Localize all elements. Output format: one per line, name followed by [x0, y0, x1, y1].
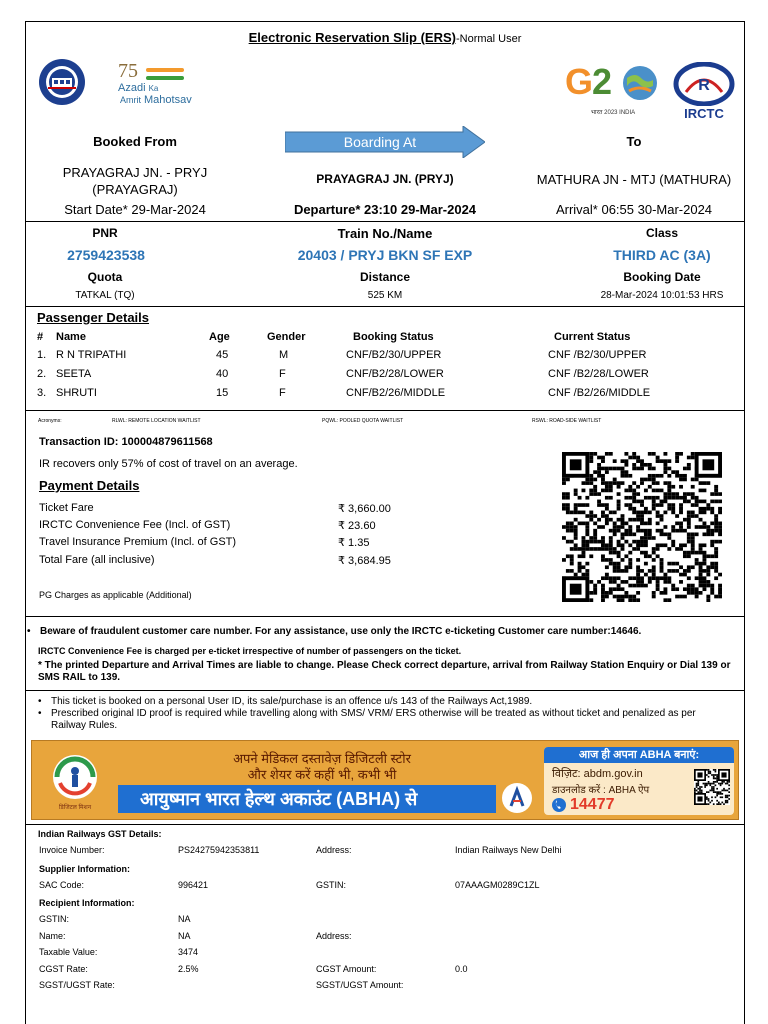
fraud-notice: • Beware of fraudulent customer care number. For any assistance, use only the IRCTC e-ticketing Customer care number:14646.	[25, 626, 741, 637]
from-station: PRAYAGRAJ JN. - PRYJ (PRAYAGRAJ)	[62, 165, 208, 197]
distance-value: 525 KM	[367, 290, 403, 301]
convenience-fee-notice: IRCTC Convenience Fee is charged per e-ticket irrespective of number of passengers on the ticket.	[38, 646, 462, 656]
abha-headline: आयुष्मान भारत हेल्थ अकाउंट (ABHA) से	[118, 785, 496, 813]
digital-mission-emblem-icon	[44, 749, 106, 805]
address-label: Address:	[316, 845, 352, 855]
timing-notice: * The printed Departure and Arrival Times are liable to change. Please Check correct departure, arrival from Railway Station Enquiry or Dial 139 or SMS RAIL to 139.	[38, 660, 731, 683]
start-date: Start Date* 29-Mar-2024	[64, 202, 206, 217]
recipient-gstin-value: NA	[178, 914, 191, 924]
sac-value: 996421	[178, 880, 209, 890]
boarding-at-arrow: Boarding At	[285, 126, 485, 158]
transaction-id: Transaction ID: 100004879611568	[39, 436, 213, 448]
fare-value: ₹ 23.60	[338, 520, 376, 532]
abha-helpline[interactable]: 14477	[570, 796, 615, 813]
fare-value: ₹ 1.35	[338, 537, 370, 549]
g20-logo: G2 भारत 2023 INDIA	[563, 60, 663, 120]
sac-label: SAC Code:	[39, 880, 85, 890]
passenger-table-header: # Name Age Gender Booking Status Current Status	[37, 331, 631, 343]
cgst-rate-label: CGST Rate:	[39, 964, 88, 974]
cgst-amount-label: CGST Amount:	[316, 964, 377, 974]
payment-details-title: Payment Details	[39, 478, 140, 493]
table-row: 1. R N TRIPATHI 45 M CNF/B2/30/UPPER CNF /B2/30/UPPER	[37, 349, 647, 361]
train-label: Train No./Name	[337, 226, 433, 241]
irctc-logo: R IRCTC	[672, 62, 736, 122]
svg-text:R: R	[698, 77, 710, 94]
abha-banner[interactable]	[31, 740, 739, 820]
class-label: Class	[645, 226, 679, 240]
ticket-rules: • This ticket is booked on a personal User ID, its sale/purchase is an offence u/s 143 of the Railways Act,1989. • Prescribed original ID proof is required while travelling along with SMS/ VRM/ ERS otherwise will be treated as without ticket and penalized as per Railway Rules.	[36, 696, 726, 732]
pnr-label: PNR	[92, 226, 118, 240]
abha-tagline: अपने मेडिकल दस्तावेज़ डिजिटली स्टोर और शेयर करें कहीं भी, कभी भी	[233, 751, 411, 782]
to-station: MATHURA JN - MTJ (MATHURA)	[536, 172, 732, 187]
gst-title: Indian Railways GST Details:	[38, 829, 162, 839]
recipient-address-label: Address:	[316, 931, 352, 941]
phone-icon	[552, 798, 566, 812]
ticket-qr-code	[562, 452, 722, 602]
sgst-amount-label: SGST/UGST Amount:	[316, 980, 404, 990]
pnr-number: 2759423538	[67, 247, 145, 263]
pg-charges-note: PG Charges as applicable (Additional)	[39, 590, 192, 600]
acronym-pqwl: PQWL: POOLED QUOTA WAITLIST	[322, 418, 404, 424]
booking-date-value: 28-Mar-2024 10:01:53 HRS	[600, 290, 724, 301]
fare-label: Ticket Fare	[39, 502, 94, 514]
ers-title-main: Electronic Reservation Slip (ERS)	[248, 30, 456, 45]
sgst-rate-label: SGST/UGST Rate:	[39, 980, 115, 990]
passenger-details-title: Passenger Details	[37, 310, 150, 325]
abha-cta-panel: आज ही अपना ABHA बनाएं: विज़िट: abdm.gov.in डाउनलोड करें : ABHA ऐप 14477	[544, 747, 734, 815]
abha-logo	[502, 783, 532, 813]
distance-label: Distance	[359, 270, 411, 284]
departure-time: Departure* 23:10 29-Mar-2024	[293, 202, 477, 217]
ers-title-sub: -Normal User	[455, 33, 522, 45]
table-row: 2. SEETA 40 F CNF/B2/28/LOWER CNF /B2/28/LOWER	[37, 368, 649, 380]
fare-label: Total Fare (all inclusive)	[39, 554, 155, 566]
travel-class: THIRD AC (3A)	[613, 247, 711, 263]
cgst-amount-value: 0.0	[455, 964, 468, 974]
invoice-number: PS24275942353811	[178, 845, 260, 855]
boarding-station: PRAYAGRAJ JN. (PRYJ)	[316, 172, 454, 186]
to-label: To	[626, 134, 642, 149]
acronym-rlwl: RLWL: REMOTE LOCATION WAITLIST	[112, 418, 201, 424]
abha-a-icon	[502, 783, 532, 813]
recovery-note: IR recovers only 57% of cost of travel on an average.	[39, 458, 298, 470]
acronyms-label: Acronyms:	[38, 418, 62, 424]
address-value: Indian Railways New Delhi	[455, 845, 562, 855]
ers-title	[25, 30, 745, 45]
supplier-title: Supplier Information:	[39, 864, 130, 874]
train-name: 20403 / PRYJ BKN SF EXP	[297, 247, 473, 263]
taxable-value: 3474	[178, 947, 199, 957]
acronym-rswl: RSWL: ROAD-SIDE WAITLIST	[532, 418, 602, 424]
abha-qr-code	[694, 769, 730, 805]
irctc-emblem-icon	[672, 62, 736, 106]
fare-label: Travel Insurance Premium (Incl. of GST)	[39, 536, 237, 548]
abha-download: डाउनलोड करें : ABHA ऐप	[552, 785, 650, 796]
booked-from-label: Booked From	[93, 134, 177, 149]
azadi-ka-amrit-mahotsav-logo: 75 Azadi Ka Amrit Mahotsav	[118, 60, 192, 106]
cgst-rate-value: 2.5%	[178, 964, 199, 974]
g20-globe-icon	[621, 64, 659, 102]
quota-value: TATKAL (TQ)	[75, 290, 135, 301]
arrival-time: Arrival* 06:55 30-Mar-2024	[555, 202, 713, 217]
fare-value: ₹ 3,684.95	[338, 555, 391, 567]
booking-date-label: Booking Date	[623, 270, 701, 284]
qr-code-icon	[694, 769, 730, 805]
recipient-name-label: Name:	[39, 931, 66, 941]
abha-visit-link[interactable]: विज़िट: abdm.gov.in	[552, 768, 643, 780]
quota-label: Quota	[87, 270, 123, 284]
indian-railways-logo	[38, 58, 86, 106]
qr-code-icon	[562, 452, 722, 602]
ayushman-bharat-logo: डिजिटल मिशन	[44, 749, 106, 813]
invoice-label: Invoice Number:	[39, 845, 105, 855]
table-row: 3. SHRUTI 15 F CNF/B2/26/MIDDLE CNF /B2/26/MIDDLE	[37, 387, 651, 399]
recipient-gstin-label: GSTIN:	[39, 914, 70, 924]
recipient-name-value: NA	[178, 931, 191, 941]
gstin-label: GSTIN:	[316, 880, 347, 890]
recipient-title: Recipient Information:	[39, 898, 135, 908]
fare-value: ₹ 3,660.00	[338, 503, 391, 515]
taxable-label: Taxable Value:	[39, 947, 98, 957]
gstin-value: 07AAAGM0289C1ZL	[455, 880, 540, 890]
fare-label: IRCTC Convenience Fee (Incl. of GST)	[39, 519, 231, 531]
